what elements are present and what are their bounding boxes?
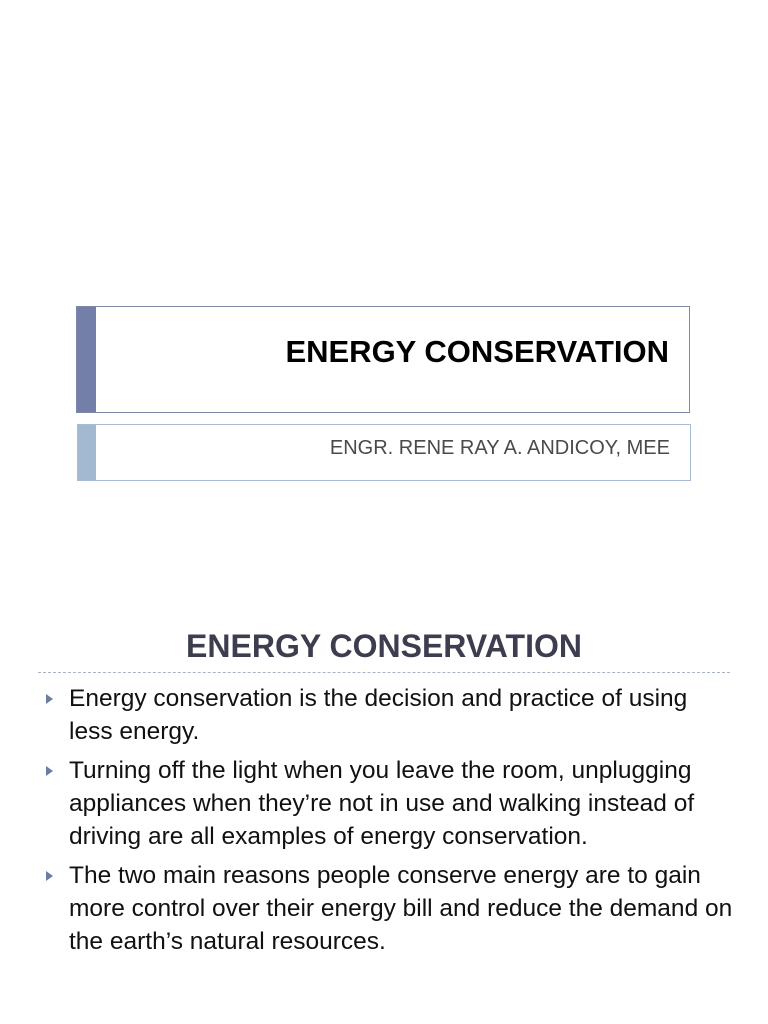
content-slide-title: ENERGY CONSERVATION: [186, 628, 582, 664]
content-slide: [0, 600, 768, 1024]
slide-subtitle: ENGR. RENE RAY A. ANDICOY, MEE: [329, 437, 670, 459]
bullet-text: Turning off the light when you leave the room, unplugging appliances when they’re not in use and walking instead of driving are all examples of energy conservation.: [69, 757, 695, 850]
triangle-right-icon: [46, 871, 53, 881]
bullet-text: Energy conservation is the decision and practice of using less energy.: [69, 685, 688, 745]
bullet-list: [44, 682, 734, 964]
title-divider: [38, 672, 730, 673]
triangle-right-icon: [46, 694, 53, 704]
slide-title: ENERGY CONSERVATION: [285, 334, 669, 369]
title-box: [76, 306, 690, 413]
subtitle-accent-bar: [78, 425, 96, 480]
bullet-item: [44, 682, 734, 748]
title-accent-bar: [77, 307, 96, 412]
bullet-item: [44, 754, 734, 853]
triangle-right-icon: [46, 766, 53, 776]
bullet-text: The two main reasons people conserve energy are to gain more control over their energy bill and reduce the demand on the earth’s natural resources.: [69, 862, 733, 955]
bullet-item: [44, 859, 734, 958]
subtitle-box: [77, 424, 691, 481]
